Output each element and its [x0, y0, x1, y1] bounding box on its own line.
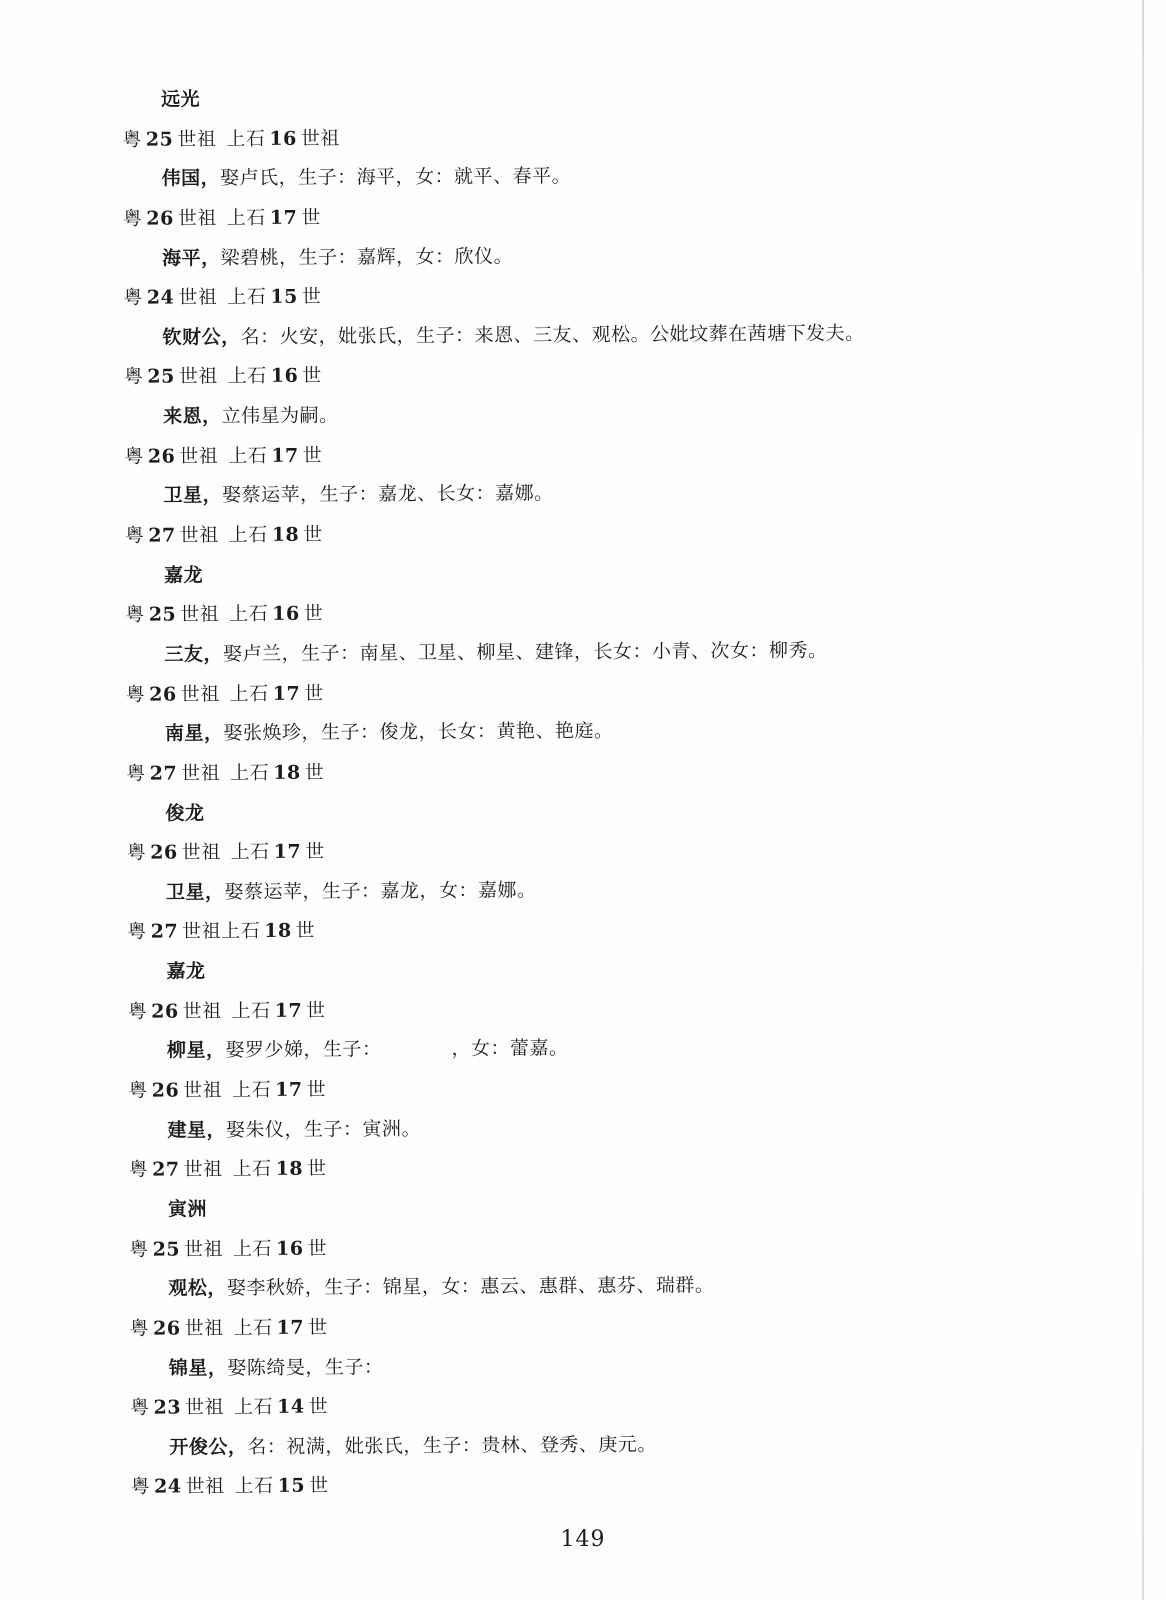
- member-entry: [7, 1264, 1166, 1311]
- generation-number: 26: [151, 1079, 180, 1102]
- member-details: 娶张焕珍，生子：俊龙，长女：黄艳、艳庭。: [223, 720, 614, 745]
- branch-generation-number: 15: [277, 1475, 306, 1498]
- branch-suffix: 世: [302, 444, 323, 467]
- generation-number: 24: [154, 1475, 182, 1499]
- heading-prefix: 粤: [129, 1238, 149, 1261]
- branch-prefix: 上石: [227, 365, 267, 388]
- heading-prefix: 粤: [130, 1396, 150, 1419]
- generation-number: 26: [153, 1317, 181, 1340]
- branch-prefix: 上石: [233, 1316, 273, 1340]
- heading-prefix: 粤: [124, 445, 144, 468]
- heading-prefix: 粤: [127, 1000, 148, 1023]
- heading-prefix: 粤: [125, 683, 146, 706]
- member-name: 来恩，: [162, 405, 222, 428]
- heading-suffix: 世祖: [179, 524, 219, 547]
- member-details: 立伟星为嗣。: [221, 404, 339, 428]
- branch-suffix: 世: [295, 920, 316, 943]
- heading-prefix: 粤: [123, 366, 144, 389]
- generation-heading: [8, 1462, 1166, 1509]
- heading-suffix: 世祖: [181, 762, 221, 785]
- member-name: 建星，: [167, 1118, 227, 1142]
- generation-number: 23: [153, 1396, 182, 1419]
- generation-number: 24: [146, 286, 175, 309]
- member-details: 娶罗少娣，生子：: [225, 1038, 382, 1062]
- heading-prefix: 粤: [122, 128, 142, 151]
- generation-number: 26: [151, 1000, 179, 1023]
- branch-generation-number: 14: [277, 1395, 305, 1419]
- member-name: 远光: [161, 88, 201, 111]
- generation-number: 26: [150, 841, 178, 864]
- branch-suffix: 世: [303, 602, 324, 626]
- heading-suffix: 世祖: [180, 682, 220, 706]
- member-entry: [7, 1184, 1166, 1231]
- generation-number: 25: [148, 603, 177, 626]
- branch-suffix: 世: [305, 840, 325, 863]
- branch-generation-number: 16: [269, 127, 297, 150]
- branch-generation-number: 17: [276, 1316, 305, 1339]
- heading-suffix: 世祖: [183, 1158, 223, 1181]
- heading-prefix: 粤: [125, 604, 145, 627]
- branch-generation-number: 16: [270, 365, 299, 388]
- member-name: 开俊公，: [169, 1435, 248, 1459]
- branch-suffix: 世: [304, 682, 324, 705]
- branch-prefix: 上石: [232, 1078, 272, 1102]
- member-name: 嘉龙: [166, 960, 206, 983]
- heading-suffix: 世祖: [178, 365, 218, 388]
- branch-generation-number: 17: [275, 1078, 303, 1101]
- branch-suffix: 世: [301, 285, 322, 308]
- branch-suffix: 世: [308, 1395, 329, 1418]
- generation-heading: [8, 1383, 1166, 1430]
- branch-generation-number: 18: [264, 920, 292, 943]
- heading-prefix: 粤: [128, 1079, 148, 1102]
- generation-number: 26: [147, 445, 176, 468]
- branch-suffix: 世: [303, 523, 323, 546]
- heading-prefix: 粤: [128, 1158, 149, 1182]
- heading-prefix: 粤: [130, 1476, 151, 1499]
- generation-number: 27: [152, 1158, 180, 1181]
- generation-number: 27: [148, 524, 176, 547]
- branch-generation-number: 18: [275, 1158, 304, 1181]
- member-name: 伟国，: [161, 167, 221, 190]
- branch-suffix: 世: [306, 1078, 327, 1101]
- generation-heading: [7, 1145, 1166, 1192]
- generation-number: 26: [146, 207, 174, 230]
- branch-prefix: 上石: [228, 444, 268, 467]
- generation-heading: [8, 1303, 1166, 1350]
- branch-generation-number: 17: [272, 682, 301, 705]
- member-name: 三友，: [164, 643, 224, 666]
- member-name: 寅洲: [167, 1198, 207, 1221]
- branch-prefix: 上石: [234, 1475, 274, 1498]
- genealogy-text: [0, 74, 1166, 1508]
- branch-prefix: 上石: [234, 1396, 274, 1419]
- branch-prefix: 上石: [233, 1237, 273, 1260]
- member-entry: [8, 1422, 1166, 1469]
- member-details: 娶李秋娇，生子：锦星，女：惠云、惠群、惠芬、瑞群。: [226, 1274, 715, 1300]
- member-details: 名：火安，妣张氏，生子：来恩、三友、观松。公妣坟葬在茜塘下发夫。: [240, 322, 865, 348]
- generation-number: 25: [147, 365, 175, 389]
- generation-number: 25: [152, 1238, 181, 1261]
- branch-suffix: 世祖: [300, 127, 340, 150]
- heading-suffix: 世祖: [177, 127, 217, 151]
- branch-generation-number: 16: [276, 1237, 304, 1260]
- branch-prefix: 上石: [229, 603, 269, 626]
- branch-prefix: 上石: [228, 523, 268, 547]
- member-details: 娶卢氏，生子：海平，女：就平、春平。: [220, 165, 572, 190]
- branch-generation-number: 17: [269, 206, 298, 229]
- heading-prefix: 粤: [129, 1317, 150, 1340]
- heading-suffix: 世祖: [179, 445, 219, 468]
- branch-generation-number: 18: [273, 761, 301, 784]
- member-entry: [8, 1343, 1166, 1390]
- branch-suffix: 世: [301, 206, 321, 229]
- member-details-tail: ，女：蕾嘉。: [451, 1037, 569, 1061]
- member-details: 娶蔡运苹，生子：嘉龙，女：嘉娜。: [224, 879, 537, 904]
- branch-prefix: 上石: [229, 682, 269, 705]
- member-name: 海平，: [162, 246, 221, 270]
- branch-prefix: 上石: [226, 127, 266, 150]
- branch-suffix: 世: [307, 1237, 328, 1260]
- heading-prefix: 粤: [127, 921, 147, 944]
- branch-prefix: 上石: [226, 206, 266, 230]
- heading-suffix: 世祖上石: [182, 920, 261, 943]
- member-details: 娶卢兰，生子：南星、卫星、柳星、建锋，长女：小青、次女：柳秀。: [222, 639, 828, 666]
- branch-suffix: 世: [308, 1475, 329, 1498]
- page-number: 149: [560, 1527, 606, 1552]
- heading-suffix: 世祖: [183, 1079, 223, 1102]
- branch-prefix: 上石: [230, 761, 270, 785]
- member-name: 卫星，: [163, 484, 223, 507]
- generation-heading: [7, 1224, 1166, 1271]
- generation-number: 25: [145, 128, 174, 151]
- heading-prefix: 粤: [122, 207, 143, 230]
- branch-generation-number: 17: [274, 999, 303, 1022]
- member-name: 柳星，: [166, 1039, 226, 1062]
- member-details: 名：祝满，妣张氏，生子：贵林、登秀、庚元。: [247, 1433, 657, 1458]
- branch-prefix: 上石: [227, 286, 267, 309]
- generation-number: 26: [149, 683, 177, 706]
- heading-suffix: 世祖: [182, 999, 222, 1023]
- heading-suffix: 世祖: [184, 1317, 224, 1340]
- branch-prefix: 上石: [230, 841, 270, 864]
- heading-prefix: 粤: [124, 524, 145, 547]
- heading-suffix: 世祖: [185, 1396, 225, 1419]
- heading-suffix: 世祖: [181, 841, 221, 864]
- branch-generation-number: 17: [271, 444, 299, 467]
- branch-generation-number: 17: [273, 840, 302, 864]
- heading-suffix: 世祖: [185, 1475, 225, 1498]
- branch-suffix: 世: [308, 1316, 328, 1339]
- branch-prefix: 上石: [231, 999, 271, 1022]
- heading-prefix: 粤: [123, 286, 143, 310]
- branch-generation-number: 15: [270, 285, 298, 309]
- branch-suffix: 世: [304, 761, 325, 784]
- member-name: 俊龙: [165, 801, 205, 825]
- branch-suffix: 世: [302, 365, 322, 388]
- member-name: 南星，: [164, 722, 224, 745]
- heading-suffix: 世祖: [180, 603, 220, 626]
- member-name: 观松，: [168, 1277, 227, 1300]
- member-details: 娶陈绮旻，生子：: [227, 1355, 384, 1379]
- branch-suffix: 世: [307, 1157, 327, 1181]
- heading-prefix: 粤: [126, 841, 147, 864]
- heading-prefix: 粤: [126, 762, 146, 785]
- member-details: 梁碧桃，生子：嘉辉，女：欣仪。: [220, 244, 514, 269]
- member-name: 卫星，: [165, 881, 225, 904]
- member-name: 嘉龙: [163, 564, 204, 587]
- heading-suffix: 世祖: [184, 1237, 224, 1261]
- generation-number: 27: [149, 762, 178, 785]
- branch-generation-number: 18: [271, 523, 300, 546]
- member-details: 娶蔡运苹，生子：嘉龙、长女：嘉娜。: [221, 482, 554, 507]
- generation-number: 27: [150, 920, 179, 944]
- branch-suffix: 世: [306, 999, 326, 1022]
- heading-suffix: 世祖: [177, 207, 217, 230]
- branch-prefix: 上石: [232, 1158, 272, 1181]
- heading-suffix: 世祖: [178, 286, 218, 309]
- branch-generation-number: 16: [272, 603, 300, 626]
- member-details: 娶朱仪，生子：寅洲。: [225, 1117, 422, 1141]
- member-name: 锦星，: [168, 1356, 228, 1380]
- member-name: 钦财公，: [162, 325, 241, 349]
